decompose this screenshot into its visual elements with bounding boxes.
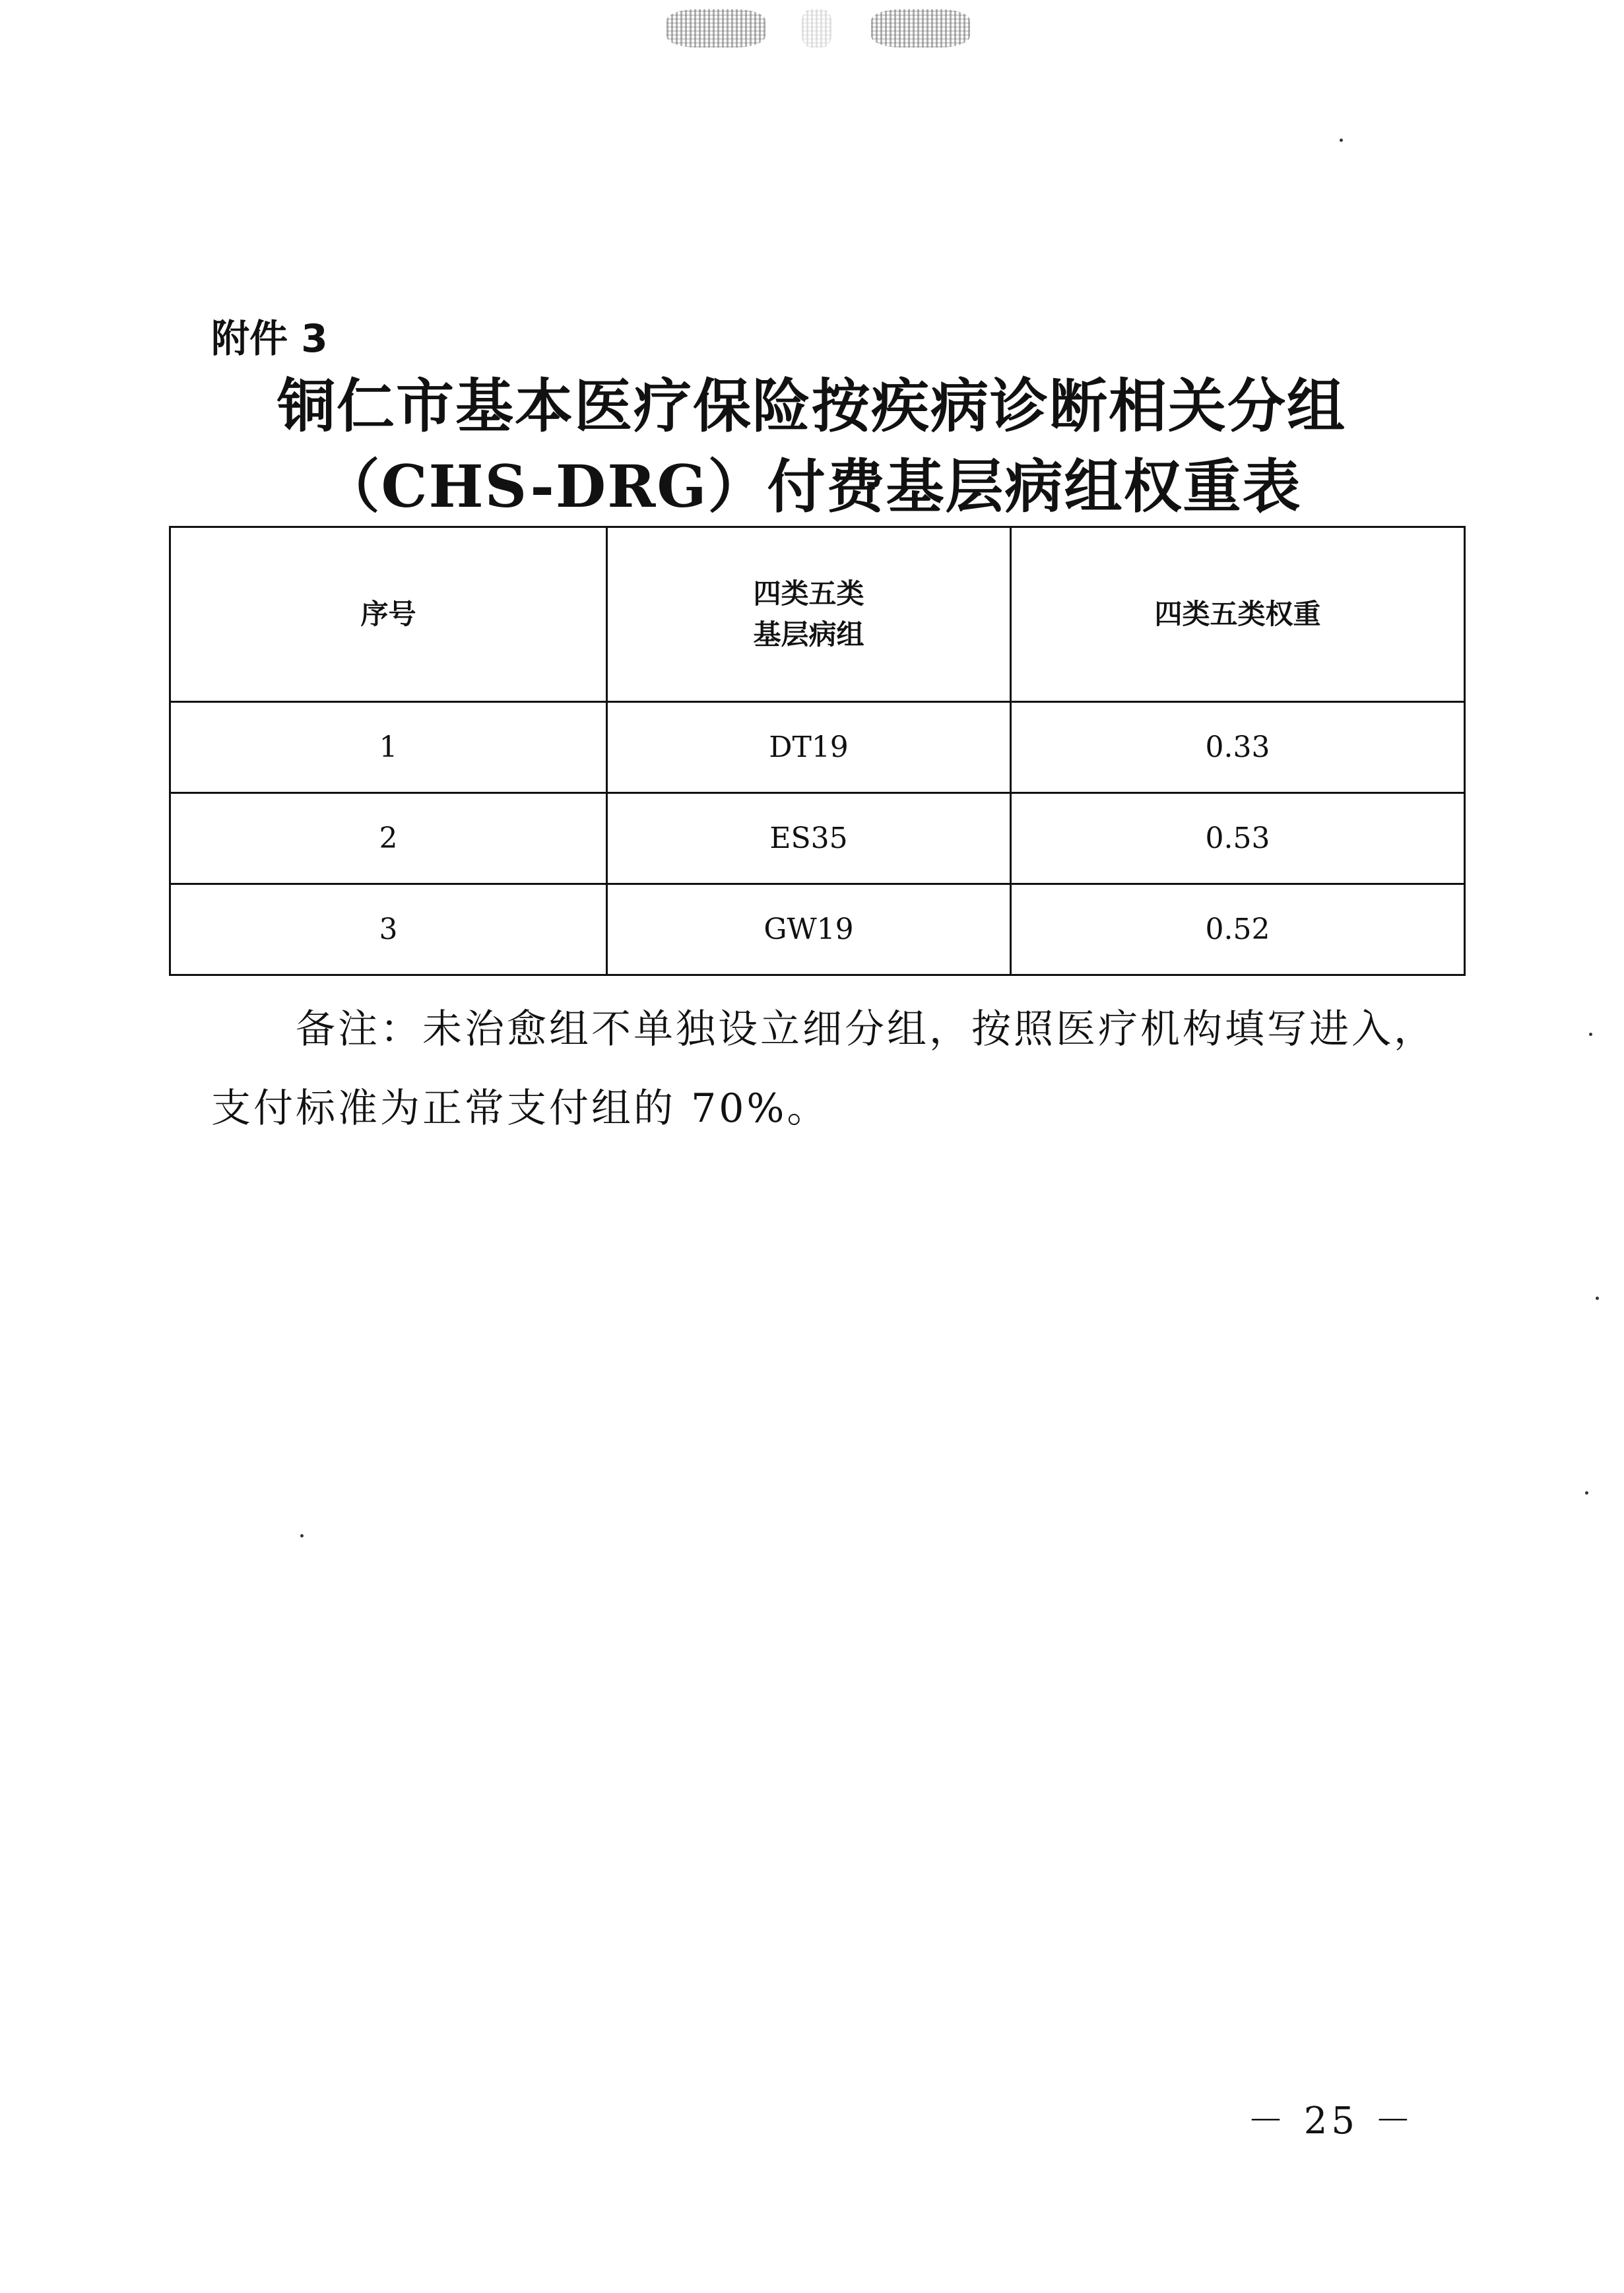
scan-speck (1596, 1297, 1599, 1300)
row-group: DT19 (607, 702, 1011, 793)
note-line-2: 支付标准为正常支付组的 70%。 (211, 1085, 829, 1132)
scan-artifact-right (871, 9, 970, 48)
table-row (170, 793, 1465, 884)
row-weight: 0.33 (1011, 702, 1465, 793)
row-group: GW19 (607, 884, 1011, 975)
table-row (170, 884, 1465, 975)
note-line-1: 备注：未治愈组不单独设立细分组，按照医疗机构填写进入， (296, 1006, 1436, 1052)
table-row (170, 702, 1465, 793)
row-weight: 0.52 (1011, 884, 1465, 975)
row-index: 1 (170, 702, 607, 793)
scan-speck (1585, 1491, 1588, 1495)
header-group (607, 527, 1011, 702)
table-header-row (170, 527, 1465, 702)
row-index: 3 (170, 884, 607, 975)
page-number: － 25 － (1247, 2100, 1415, 2143)
scan-speck (1589, 1033, 1592, 1036)
scan-speck (300, 1534, 304, 1537)
scan-artifact-left (666, 9, 765, 48)
header-index: 序号 (170, 527, 607, 702)
header-group-line-1: 四类五类 (753, 577, 864, 610)
header-group-line-2: 基层病组 (753, 618, 864, 651)
document-title-line-1: 铜仁市基本医疗保险按疾病诊断相关分组 (276, 371, 1346, 440)
row-group: ES35 (607, 793, 1011, 884)
scan-artifact-middle (802, 9, 831, 48)
weight-table (169, 526, 1466, 976)
attachment-label: 附件 3 (211, 316, 328, 361)
scan-speck (1340, 139, 1343, 142)
document-title-line-2: （CHS-DRG）付费基层病组权重表 (321, 452, 1302, 521)
header-weight: 四类五类权重 (1011, 527, 1465, 702)
row-index: 2 (170, 793, 607, 884)
row-weight: 0.53 (1011, 793, 1465, 884)
